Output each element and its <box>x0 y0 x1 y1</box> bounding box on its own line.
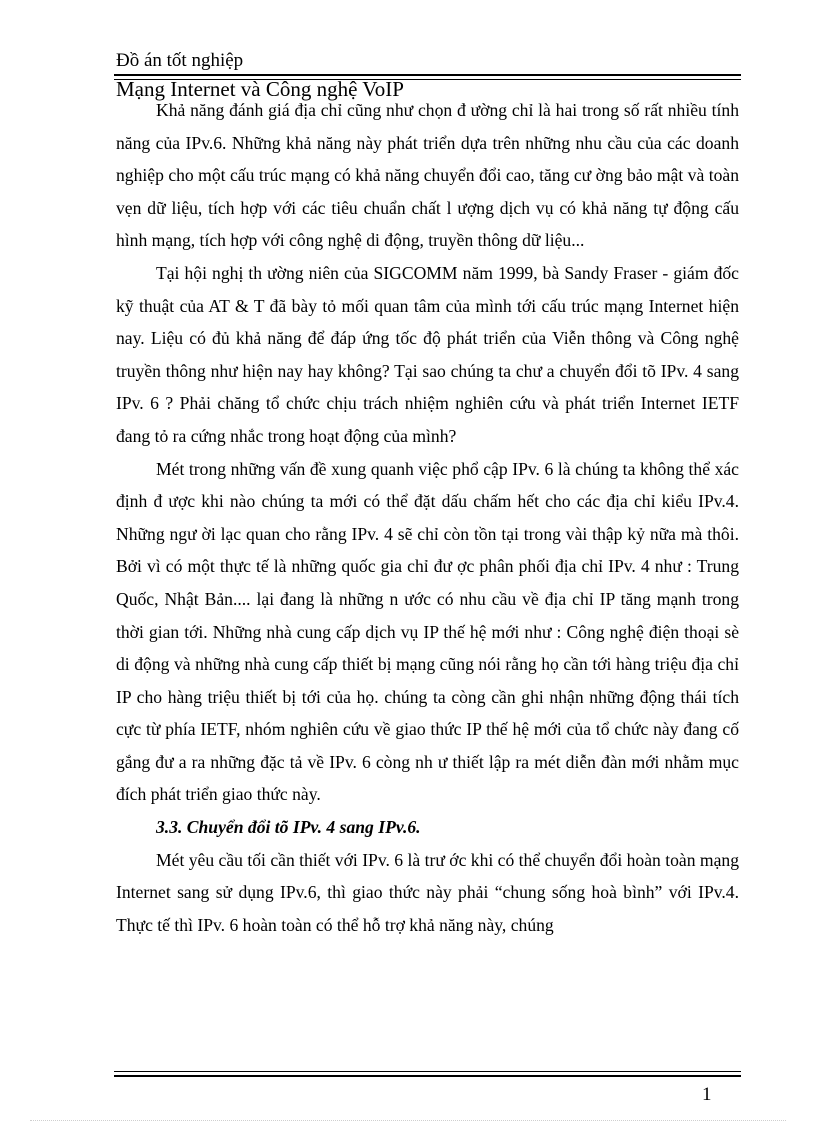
body-text <box>116 94 739 941</box>
header-rule-thick <box>114 74 741 76</box>
paragraph-1: Khả năng đánh giá địa chỉ cũng như chọn đ ường chỉ là hai trong số rất nhiều tính năng của IPv.6. Những khả năng này phát triển dựa trên những nhu cầu của các doanh nghiệp cho một cấu trúc mạng có khả năng chuyển đổi cao, tăng cư ờng bảo mật và toàn vẹn dữ liệu, tích hợp với các tiêu chuẩn chất l ượng dịch vụ có khả năng tự động cấu hình mạng, tích hợp với công nghệ di động, truyền thông dữ liệu... <box>116 100 739 251</box>
document-header-title: Đồ án tốt nghiệp <box>116 50 244 71</box>
paragraph-4: Mét yêu cầu tối cần thiết với IPv. 6 là trư ớc khi có thể chuyển đổi hoàn toàn mạng Internet sang sử dụng IPv.6, thì giao thức này phải “chung sống hoà bình” với IPv.4. Thực tế thì IPv. 6 hoàn toàn có thể hỗ trợ khả năng này, chúng <box>116 849 740 935</box>
section-heading: 3.3. Chuyển đổi tõ IPv. 4 sang IPv.6. <box>156 817 421 838</box>
document-subtitle: Mạng Internet và Công nghệ VoIP <box>116 77 404 101</box>
paragraph-2: Tại hội nghị th ường niên của SIGCOMM năm 1999, bà Sandy Fraser - giám đốc kỹ thuật của AT & T đã bày tỏ mối quan tâm của mình tới cấu trúc mạng Internet hiện nay. Liệu có đủ khả năng để đáp ứng tốc độ phát triển của Viễn thông và Công nghệ truyền thông như hiện nay hay không? Tại sao chúng ta chư a chuyển đổi tõ IPv. 4 sang IPv. 6 ? Phải chăng tổ chức chịu trách nhiệm nghiên cứu và phát triển Internet IETF đang tỏ ra cứng nhắc trong hoạt động của mình? <box>116 262 739 446</box>
paragraph-3: Mét trong những vấn đề xung quanh việc phổ cập IPv. 6 là chúng ta không thể xác định đ ược khi nào chúng ta mới có thể đặt dấu chấm hết cho các địa chỉ kiểu IPv.4. Những ngư ời lạc quan cho rằng IPv. 4 sẽ chỉ còn tồn tại trong vài thập kỷ nữa mà thôi. Bởi vì có một thực tế là những quốc gia chỉ đư ợc phân phối địa chỉ IPv. 4 như : Trung Quốc, Nhật Bản.... lại đang là những n ước có nhu cầu về địa chỉ IP tăng mạnh trong thời gian tới. Những nhà cung cấp dịch vụ IP thế hệ mới như : Công nghệ điện thoại sè di động và những nhà cung cấp thiết bị mạng cũng nói rằng họ cần tới hàng triệu địa chỉ IP cho hàng triệu thiết bị tới của họ. chúng ta còng cần ghi nhận những động thái tích cực từ phía IETF, nhóm nghiên cứu về giao thức IP thế hệ mới của tổ chức này đang cố gắng đư a ra những đặc tả về IPv. 6 còng nh ư thiết lập ra mét diễn đàn mới nhằm mục đích phát triển giao thức này. <box>116 458 739 805</box>
footer-rule-thick <box>114 1075 741 1077</box>
page-bottom-dotted-line <box>30 1120 786 1121</box>
footer-rule-thin <box>114 1071 741 1072</box>
page-number: 1 <box>702 1084 712 1105</box>
